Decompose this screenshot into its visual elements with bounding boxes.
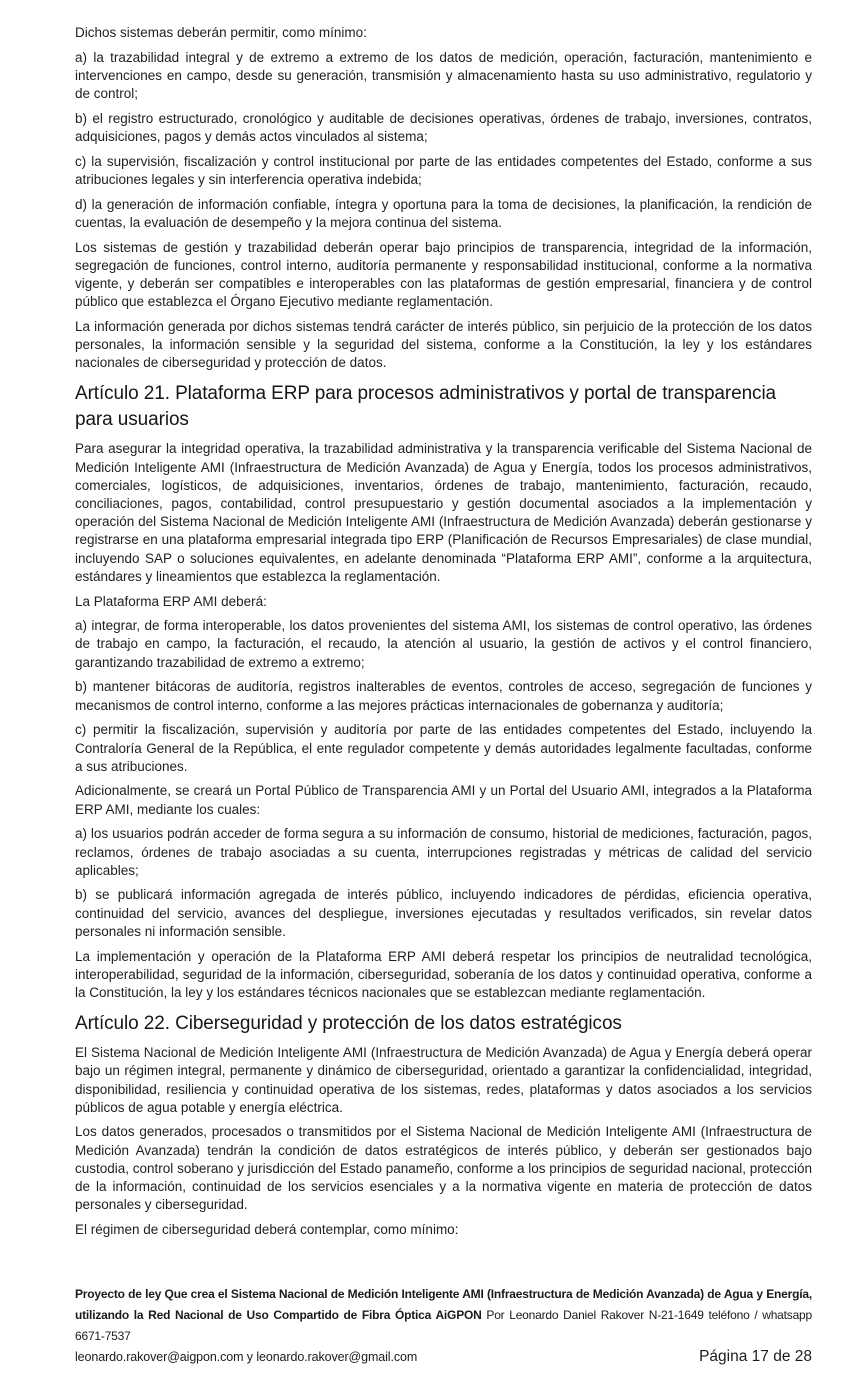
paragraph-implementacion-principios: La implementación y operación de la Plataforma ERP AMI deberá respetar los principios de neutralidad tecnológica, interoperabilidad, seguridad de la información, ciberseguridad, soberanía de los datos y continuidad operativa, conforme a la Constitución, la ley y los estándares técnicos nacionales que se establezcan mediante reglamentación. [75,948,812,1000]
paragraph-item-b-publicara: b) se publicará información agregada de interés público, incluyendo indicadores de pérdidas, eficiencia operativa, continuidad del servicio, avances del despliegue, inversiones ejecutadas y resultados verificados, sin revelar datos personales ni información sensible. [75,887,812,939]
paragraph-regimen-contemplar: El régimen de ciberseguridad deberá contemplar, como mínimo: [75,1221,459,1237]
paragraph-item-c-supervision: c) la supervisión, fiscalización y control institucional por parte de las entidades competentes del Estado, conforme a sus atribuciones legales y sin interferencia operativa indebida; [75,153,812,187]
paragraph-item-a-usuarios: a) los usuarios podrán acceder de forma segura a su información de consumo, historial de mediciones, facturación, pagos, reclamos, órdenes de trabajo asociadas a su cuenta, interrupciones registradas y métricas de calidad del servicio aplicables; [75,826,812,878]
paragraph-adicionalmente-portales: Adicionalmente, se creará un Portal Público de Transparencia AMI y un Portal del Usuario AMI, integrados a la Plataforma ERP AMI, mediante los cuales: [75,783,812,817]
footer-bottom-row [75,1348,812,1366]
paragraph-item-a-integrar: a) integrar, de forma interoperable, los datos provenientes del sistema AMI, los sistemas de control operativo, las órdenes de trabajo en campo, la facturación, el recaudo, la atención al usuario, la gestión de activos y el control financiero, garantizando trazabilidad de extremo a extremo; [75,618,812,670]
paragraph-item-d-generacion: d) la generación de información confiable, íntegra y oportuna para la toma de decisiones, la planificación, la rendición de cuentas, la evaluación de desempeño y la mejora continua del sistema. [75,196,812,230]
paragraph-item-b-registro: b) el registro estructurado, cronológico y auditable de decisiones operativas, órdenes de trabajo, inversiones, contratos, adquisiciones, pagos y demás actos vinculados al sistema; [75,110,812,145]
footer-author-info: Por Leonardo Daniel Rakover N-21-1649 teléfono / whatsapp 6671-7537 [75,1308,812,1343]
paragraph-datos-estrategicos: Los datos generados, procesados o transmitidos por el Sistema Nacional de Medición Inteligente AMI (Infraestructura de Medición Avanzada) tendrán la condición de datos estratégicos de interés público, y deberán ser gestionados bajo custodia, control soberano y jurisdicción del Estado panameño, conforme a los principios de seguridad nacional, protección de la información, continuidad de los servicios esenciales y a la normativa vigente en materia de protección de datos personales y ciberseguridad. [75,1124,812,1213]
article-22-heading: Artículo 22. Ciberseguridad y protección de los datos estratégicos [75,1013,622,1035]
footer-project-line [75,1284,812,1347]
paragraph-para-asegurar: Para asegurar la integridad operativa, la trazabilidad administrativa y la transparencia verificable del Sistema Nacional de Medición Inteligente AMI (Infraestructura de Medición Avanzada) de Agua y Energía, todos los procesos administrativos, comerciales, logísticos, de adquisiciones, inventarios, órdenes de trabajo, mantenimiento, facturación, recaudo, conciliaciones, pagos, contabilidad, control presupuestario y gestión documental asociados a la implementación y operación del Sistema Nacional de Medición Inteligente AMI (Infraestructura de Medición Avanzada) deberán gestionarse y registrarse en una plataforma empresarial integrada tipo ERP (Planificación de Recursos Empresariales) de clase mundial, incluyendo SAP o soluciones equivalentes, en adelante denominada “Plataforma ERP AMI”, conforme a la arquitectura, estándares y lineamientos que establezca la reglamentación. [75,441,812,584]
article-21-heading: Artículo 21. Plataforma ERP para procesos administrativos y portal de transparencia para usuarios [75,383,777,431]
paragraph-plataforma-erp-debera: La Plataforma ERP AMI deberá: [75,593,267,609]
paragraph-item-c-fiscalizacion: c) permitir la fiscalización, supervisión y auditoría por parte de las entidades competentes del Estado, incluyendo la Contraloría General de la República, el ente regulador competente y demás autoridades legalmente facultadas, conforme a sus atribuciones. [75,722,812,774]
paragraph-sistema-regimen-ciberseguridad: El Sistema Nacional de Medición Inteligente AMI (Infraestructura de Medición Avanzada) de Agua y Energía deberá operar bajo un régimen integral, permanente y dinámico de ciberseguridad, orientado a garantizar la confidencialidad, integridad, disponibilidad, resiliencia y continuidad operativa de los sistemas, redes, plataformas y datos asociados a los servicios públicos de agua potable y energía eléctrica. [75,1045,812,1115]
footer-emails: leonardo.rakover@aigpon.com y leonardo.rakover@gmail.com [75,1350,418,1364]
page-number: Página 17 de 28 [699,1348,812,1365]
footer-project-title: Proyecto de ley Que crea el Sistema Nacional de Medición Inteligente AMI (Infraestructura de Medición Avanzada) de Agua y Energía, utilizando la Red Nacional de Uso Compartido de Fibra Óptica AiGPON [75,1287,812,1322]
paragraph-intro-min-requirements: Dichos sistemas deberán permitir, como mínimo: [75,25,367,40]
paragraph-sistemas-gestion: Los sistemas de gestión y trazabilidad deberán operar bajo principios de transparencia, integridad de la información, segregación de funciones, control interno, auditoría permanente y responsabilidad institucional, conforme a la normativa vigente, y deberán ser compatibles e interoperables con las plataformas de gestión empresarial, financiera y de control público que establezca el Órgano Ejecutivo mediante reglamentación. [75,239,812,310]
page-footer [75,1284,812,1366]
paragraph-item-a-trazabilidad: a) la trazabilidad integral y de extremo a extremo de los datos de medición, operación, facturación, mantenimiento e intervenciones en campo, desde su generación, transmisión y almacenamiento hasta su uso administrativo, regulatorio y de control; [75,49,812,102]
document-content [75,24,812,1246]
paragraph-informacion-publica: La información generada por dichos sistemas tendrá carácter de interés público, sin perjuicio de la protección de los datos personales, la información sensible y la seguridad del sistema, conforme a la Constitución, la ley y los estándares nacionales de ciberseguridad y protección de datos. [75,318,812,371]
paragraph-item-b-bitacoras: b) mantener bitácoras de auditoría, registros inalterables de eventos, controles de acceso, segregación de funciones y mecanismos de control interno, conforme a las mejores prácticas internacionales de gobernanza y auditoría; [75,679,812,713]
